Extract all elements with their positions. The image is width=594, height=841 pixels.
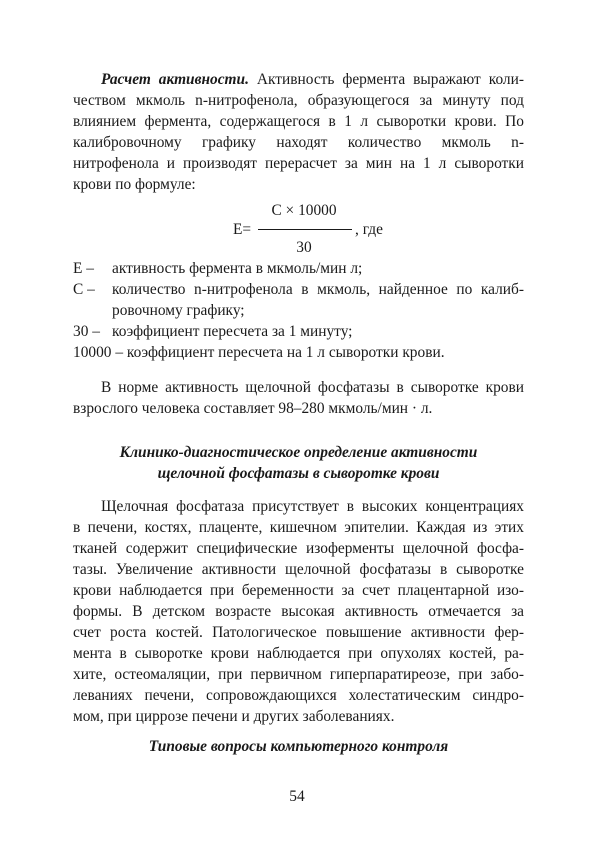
formula-where: , где <box>355 221 383 238</box>
paragraph-line: Щелочная фосфатаза присутствует в высоких концентрациях <box>101 498 524 515</box>
definition-term: 30 – <box>73 323 100 340</box>
paragraph-line: крови наблюдается при беременности за счет плацентарной изо- <box>73 582 524 599</box>
definition-term: C – <box>73 281 95 298</box>
subheading: Типовые вопросы компьютерного контроля <box>148 738 449 755</box>
paragraph-line: формы. В детском возрасте высокая активность отмечается за <box>73 603 524 620</box>
paragraph-line: в печени, костях, плаценте, кишечном эпителии. Каждая из этих <box>73 519 524 536</box>
paragraph-line: леваниях печени, сопровождающихся холестатическим синдро- <box>73 687 524 704</box>
heading-line: Клинико-диагностическое определение активности <box>119 444 478 461</box>
paragraph-line: чеством мкмоль n-нитрофенола, образующегося за минуту под <box>73 92 524 109</box>
paragraph-line: тазы. Увеличение активности щелочной фосфатазы в сыворотке <box>73 561 524 578</box>
paragraph-line: хите, остеомаляции, при первичном гиперпаратиреозе, при забо- <box>73 666 524 683</box>
paragraph-line: нитрофенола и производят перерасчет за мин на 1 л сыворотки <box>73 155 524 172</box>
paragraph-line: мом, при циррозе печени и других заболеваниях. <box>73 708 395 725</box>
paragraph-line: калибровочному графику находят количество мкмоль n- <box>73 134 524 151</box>
paragraph-line: тканей содержит специфические изоферменты щелочной фосфа- <box>73 540 524 557</box>
definition-term: E – <box>73 260 94 277</box>
definition-text: ровочному графику; <box>112 302 245 319</box>
definition-text: количество n-нитрофенола в мкмоль, найденное по калиб- <box>112 281 524 298</box>
lead-term: Расчет активности. <box>101 71 249 88</box>
formula-denominator: 30 <box>296 239 312 256</box>
page-number: 54 <box>289 788 305 805</box>
paragraph-line: влиянием фермента, содержащегося в 1 л сыворотки крови. По <box>73 113 524 130</box>
definition-text: активность фермента в мкмоль/мин л; <box>112 260 363 277</box>
paragraph-line: мента в сыворотке крови наблюдается при опухолях костей, ра- <box>73 645 524 662</box>
formula-numerator: C × 10000 <box>271 202 337 219</box>
heading-line: щелочной фосфатазы в сыворотке крови <box>157 465 440 482</box>
paragraph-line: счет роста костей. Патологическое повышение активности фер- <box>73 624 524 641</box>
paragraph-line: В норме активность щелочной фосфатазы в сыворотке крови <box>101 379 524 396</box>
definition-text: коэффициент пересчета за 1 минуту; <box>112 323 353 340</box>
formula-lhs: E= <box>233 221 252 238</box>
definition-text: 10000 – коэффициент пересчета на 1 л сыворотки крови. <box>73 344 445 361</box>
fraction-bar <box>258 229 352 230</box>
paragraph-line: Расчет активности. Активность фермента выражают коли- <box>101 71 524 88</box>
paragraph-line: крови по формуле: <box>73 176 196 193</box>
paragraph-line: взрослого человека составляет 98–280 мкмоль/мин · л. <box>73 400 433 417</box>
